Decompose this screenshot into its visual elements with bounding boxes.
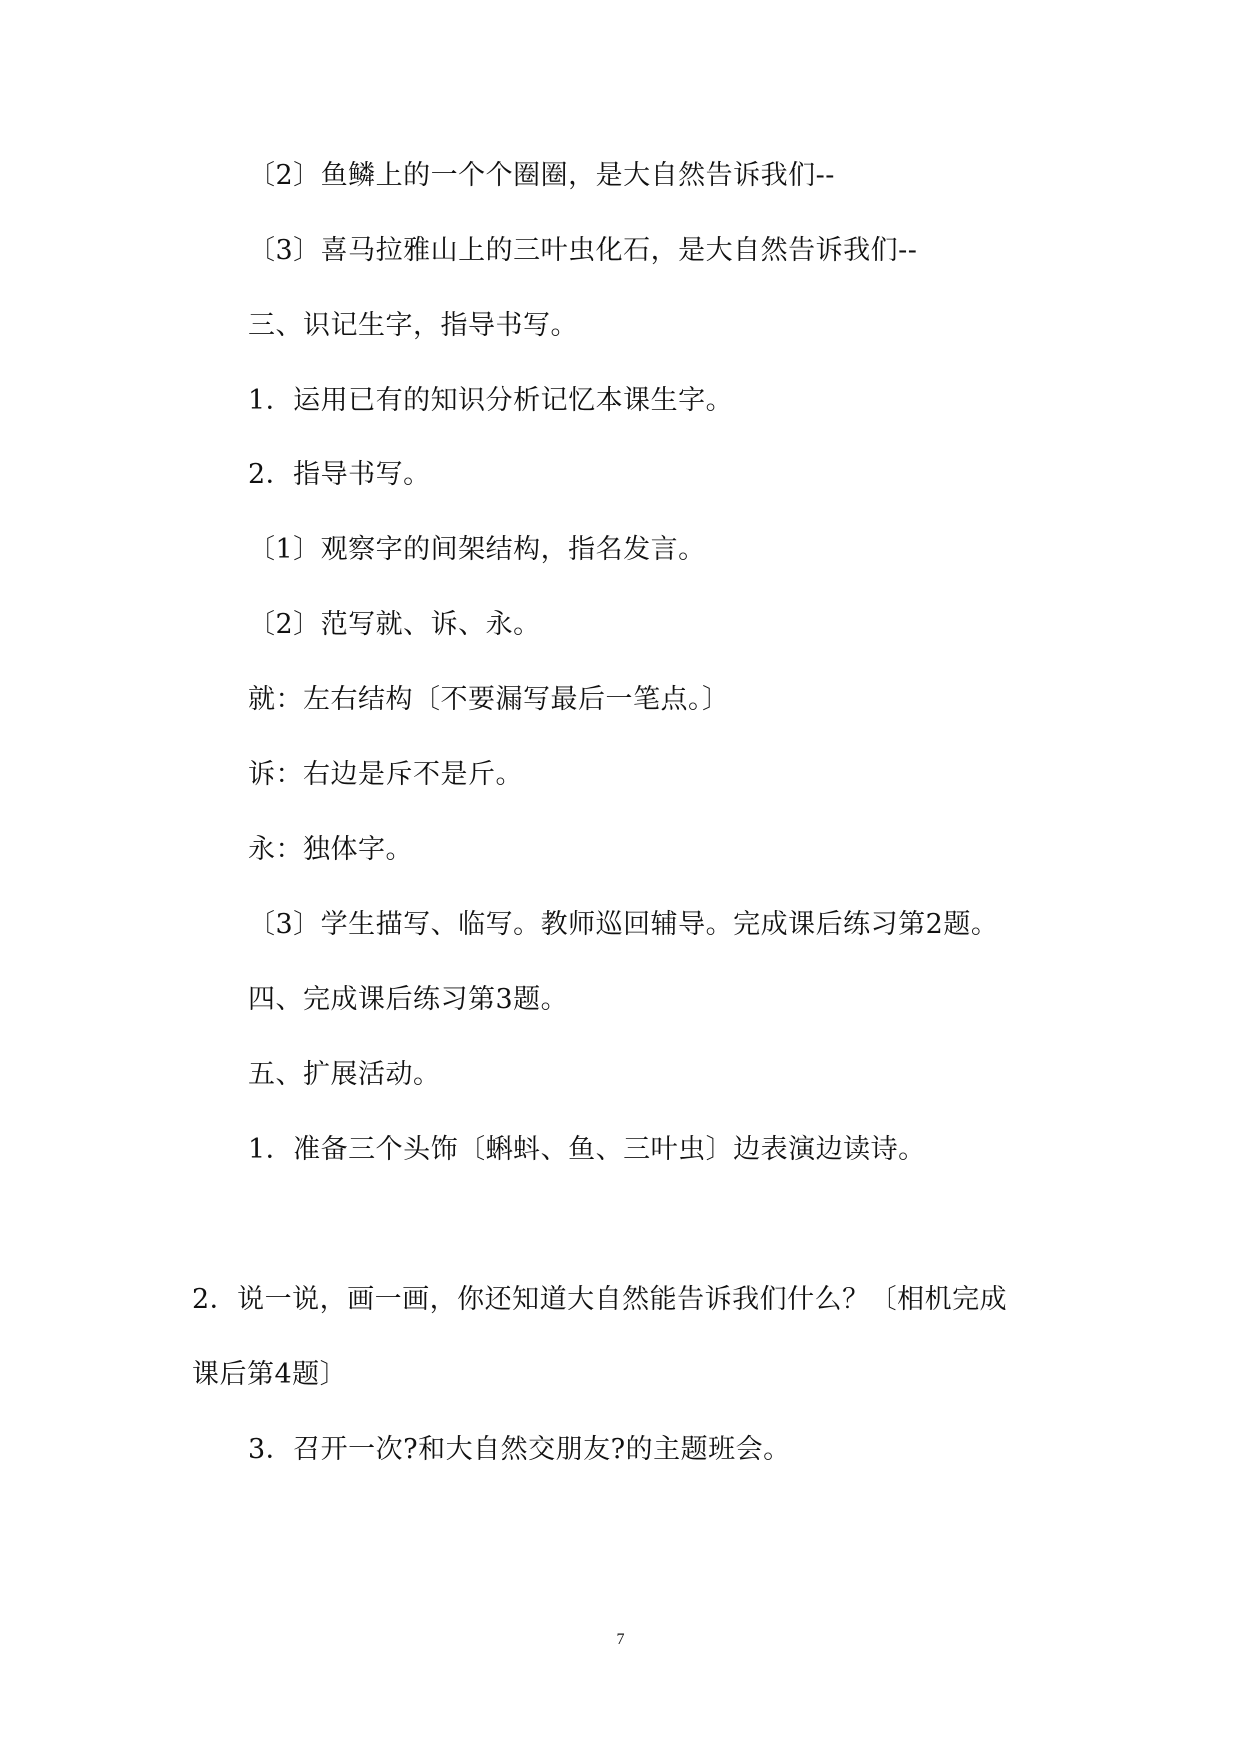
text-line: 〔3〕喜马拉雅山上的三叶虫化石，是大自然告诉我们--	[248, 235, 918, 266]
text-line: 1．准备三个头饰〔蝌蚪、鱼、三叶虫〕边表演边读诗。	[248, 1134, 926, 1165]
section-heading: 五、扩展活动。	[248, 1059, 441, 1090]
text-line: 〔2〕范写就、诉、永。	[248, 609, 541, 640]
section-heading: 三、识记生字，指导书写。	[248, 310, 578, 341]
text-line: 1．运用已有的知识分析记忆本课生字。	[248, 385, 734, 416]
text-line: 诉：右边是斥不是斤。	[248, 759, 523, 790]
text-line: 课后第4题〕	[192, 1359, 348, 1390]
text-line: 2．说一说，画一画，你还知道大自然能告诉我们什么？〔相机完成	[192, 1284, 1008, 1315]
text-line: 永：独体字。	[248, 834, 413, 865]
section-heading: 四、完成课后练习第3题。	[248, 984, 569, 1015]
text-line: 就：左右结构〔不要漏写最后一笔点。〕	[248, 684, 730, 715]
page-number: 7	[616, 1631, 625, 1648]
text-line: 〔1〕观察字的间架结构，指名发言。	[248, 534, 706, 565]
text-line: 2．指导书写。	[248, 459, 431, 490]
text-line: 〔3〕学生描写、临写。教师巡回辅导。完成课后练习第2题。	[248, 909, 999, 940]
text-line: 〔2〕鱼鳞上的一个个圈圈，是大自然告诉我们--	[248, 160, 835, 191]
text-line: 3．召开一次?和大自然交朋友?的主题班会。	[248, 1434, 791, 1465]
